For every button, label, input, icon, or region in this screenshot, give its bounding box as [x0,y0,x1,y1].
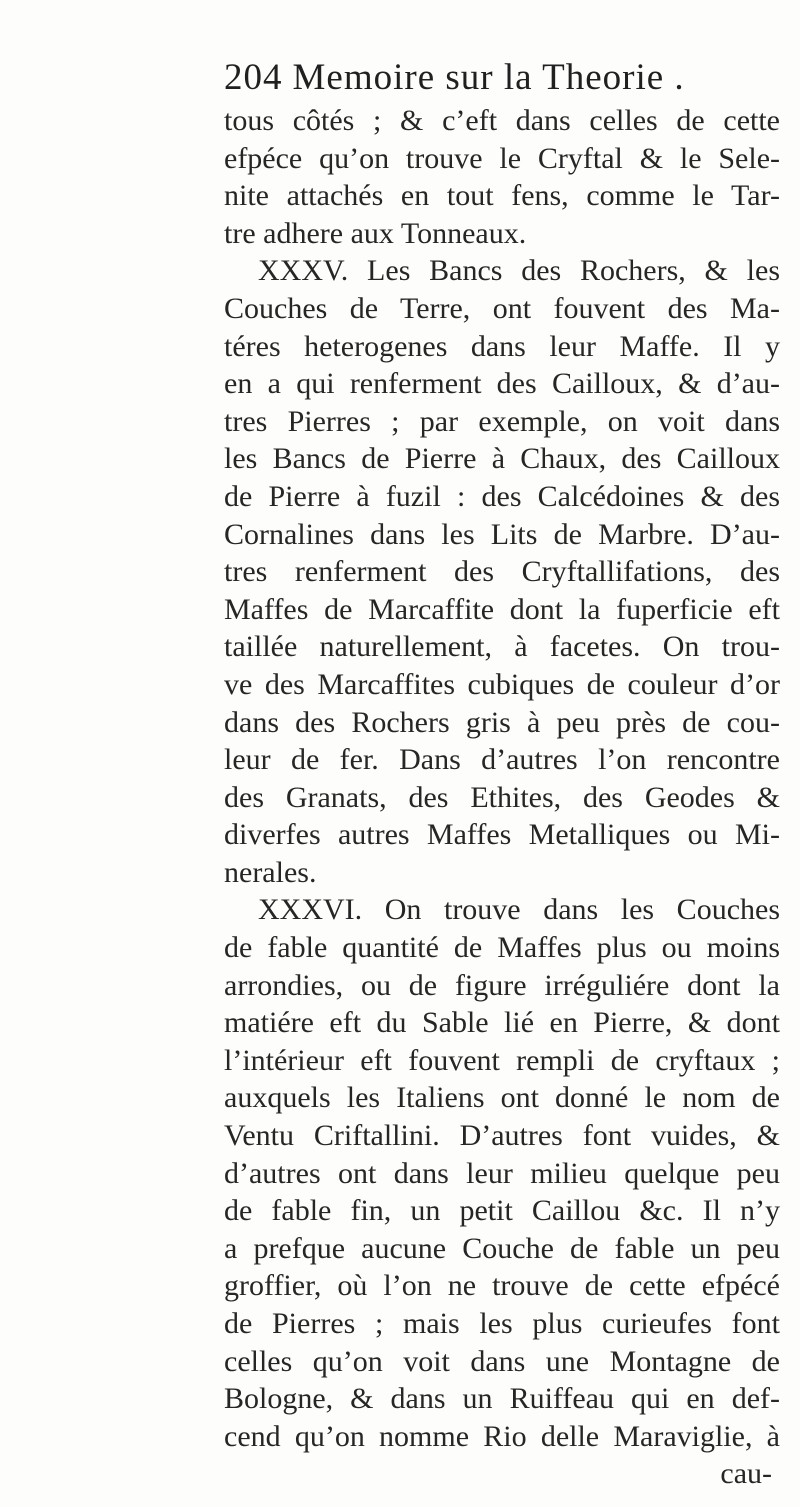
text-line: les Bancs de Pierre à Chaux, des Cailloux [224,442,780,476]
paragraph-xxxvi-start: XXXVI. On trouve dans les Couches [258,893,780,927]
text-line: des Granats, des Ethites, des Geodes & [224,780,780,814]
catchword: cau- [720,1457,772,1491]
text-line: matiére eft du Sable lié en Pierre, & dont [224,1006,780,1040]
text-line: l’intérieur eft fouvent rempli de cryftaux ; [224,1043,780,1077]
text-line: efpéce qu’on trouve le Cryftal & le Sele- [224,141,780,175]
running-title: Memoire sur la Theorie . [292,57,685,98]
text-line: de Pierres ; mais les plus curieufes font [224,1307,780,1340]
text-line: tre adhere aux Tonneaux. [224,216,527,250]
text-line: d’autres ont dans leur milieu quelque peu [224,1156,780,1190]
text-line: téres heterogenes dans leur Maffe. Il y [224,329,780,363]
text-line: diverfes autres Maffes Metalliques ou Mi- [224,818,780,852]
text-line: celles qu’on voit dans une Montagne de [224,1344,780,1378]
text-line: Bologne, & dans un Ruiffeau qui en def- [224,1382,780,1416]
text-line: nerales. [224,855,317,889]
text-line: arrondies, ou de figure irréguliére dont la [224,968,780,1002]
paragraph-xxxv-start: XXXV. Les Bancs des Rochers, & les [258,254,780,288]
text-line: taillée naturellement, à facetes. On trou- [224,630,780,664]
text-line: de Pierre à fuzil : des Calcédoines & des [224,479,780,513]
text-line: en a qui renferment des Cailloux, & d’au- [224,367,780,401]
text-line: dans des Rochers gris à peu près de cou- [224,705,780,739]
text-line: Couches de Terre, ont fouvent des Ma- [224,291,780,325]
text-line: ve des Marcaffites cubiques de couleur d’or [224,667,780,701]
text-line: tres Pierres ; par exemple, on voit dans [224,404,780,438]
running-head [224,56,784,100]
text-line: tous côtés ; & c’eft dans celles de cette [224,104,780,137]
body-text [224,102,780,1492]
text-line: cend qu’on nomme Rio delle Maraviglie, à [224,1419,780,1453]
page-number: 204 [224,57,283,98]
text-line: groffier, où l’on ne trouve de cette efpécé [224,1269,780,1303]
text-line: Maffes de Marcaffite dont la fuperficie eft [224,592,780,626]
text-line: a prefque aucune Couche de fable un peu [224,1231,780,1265]
text-line: nite attachés en tout fens, comme le Tar- [224,179,780,213]
text-line: auxquels les Italiens ont donné le nom de [224,1081,780,1115]
text-line: de fable quantité de Maffes plus ou moins [224,931,780,965]
text-line: de fable fin, un petit Caillou &c. Il n’y [224,1194,780,1228]
text-line: tres renferment des Cryftallifations, des [224,555,780,589]
text-line: Cornalines dans les Lits de Marbre. D’au- [224,517,780,551]
text-line: leur de fer. Dans d’autres l’on rencontre [224,743,780,777]
text-line: Ventu Criftallini. D’autres font vuides, & [224,1119,780,1153]
